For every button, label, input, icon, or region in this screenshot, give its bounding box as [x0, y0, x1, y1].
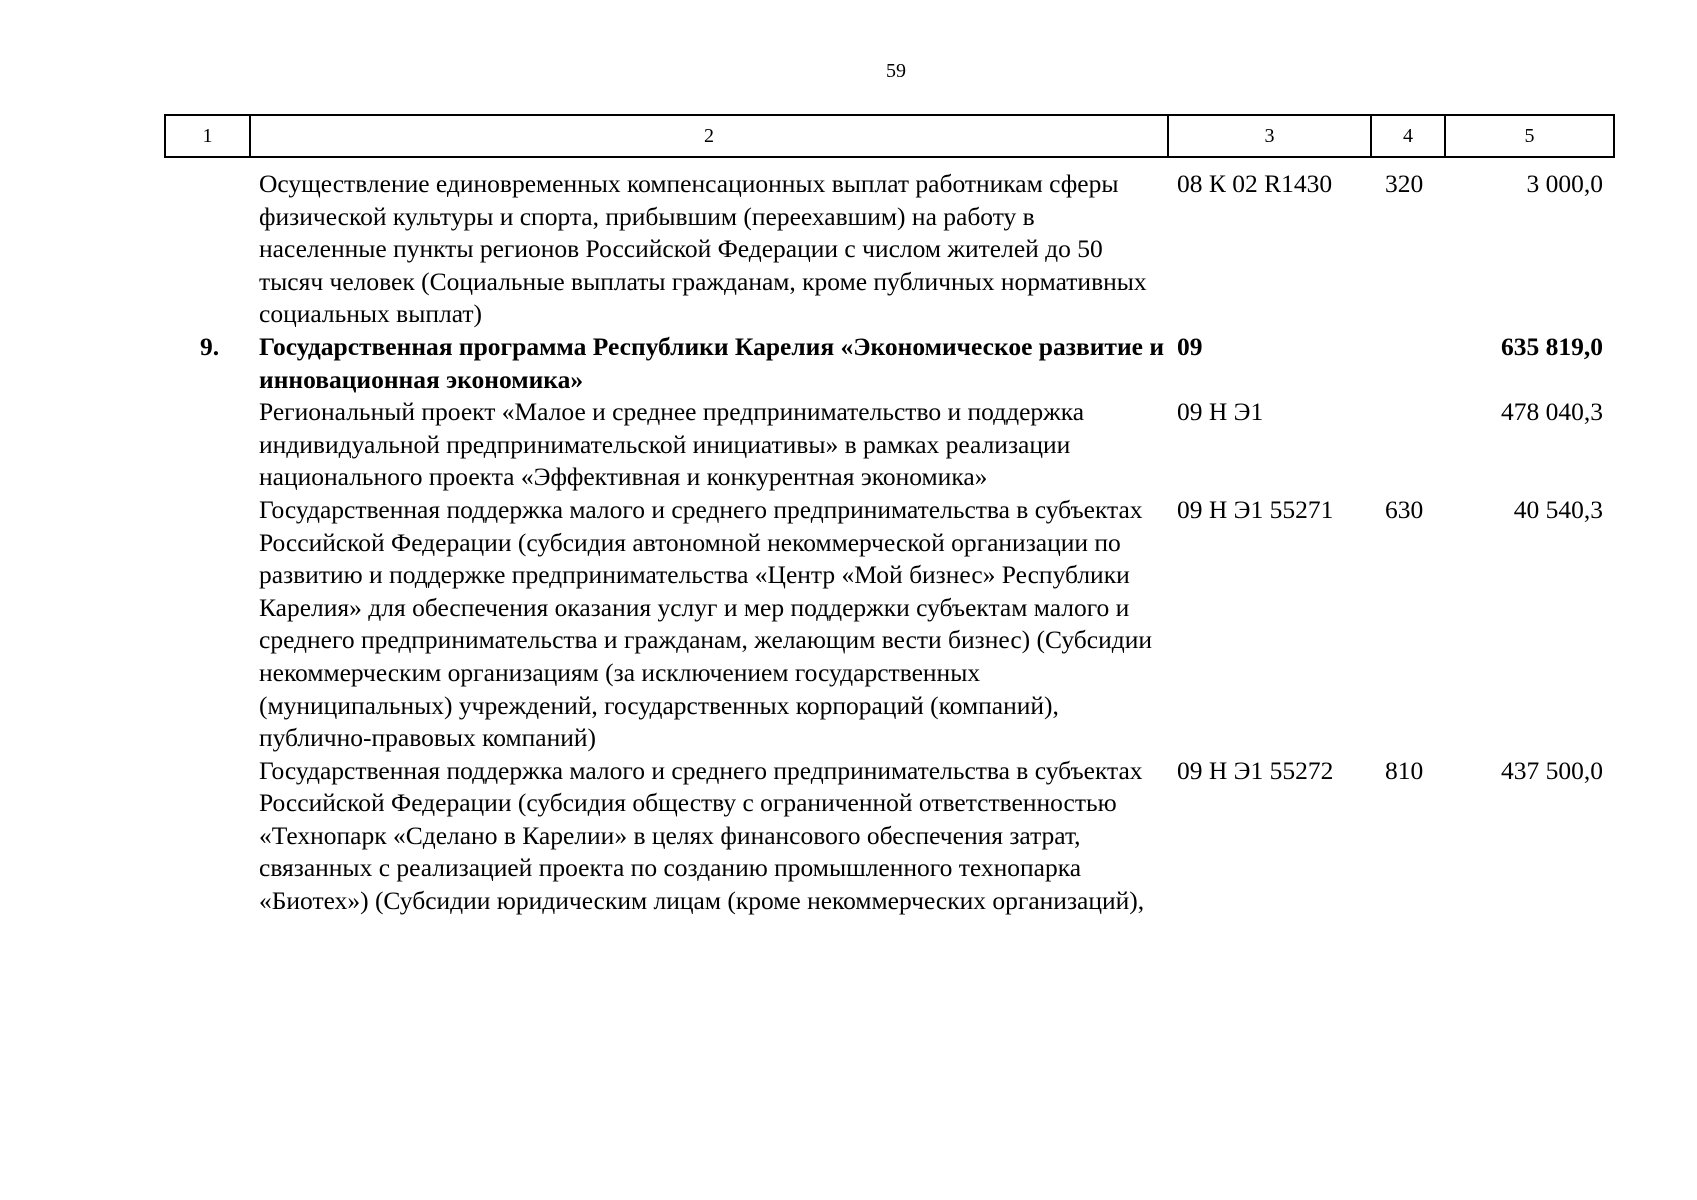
- table-row: [164, 331, 1613, 396]
- header-col-4: 4: [1371, 115, 1445, 157]
- row-amount: 437 500,0: [1501, 755, 1603, 785]
- row-name: Государственная поддержка малого и среднего предпринимательства в субъектах Российской Федерации (субсидия обществу с ограниченной ответственностью «Технопарк «Сделано в Карелии» в целях финансового обеспечения затрат, связанных с реализацией проекта по созданию промышленного технопарка «Биотех») (Субсидии юридическим лицам (кроме некоммерческих организаций),: [259, 755, 1145, 916]
- row-type: 810: [1385, 755, 1424, 785]
- budget-table: [164, 168, 1613, 918]
- row-code: 09 Н Э1: [1177, 397, 1264, 427]
- row-number: 9.: [199, 331, 220, 361]
- row-number: [164, 755, 249, 918]
- row-type: [1370, 331, 1444, 396]
- row-type: 630: [1385, 494, 1424, 524]
- row-number: [164, 396, 249, 494]
- row-code: 09: [1177, 331, 1203, 361]
- row-number: [164, 168, 249, 331]
- row-type: [1370, 396, 1444, 494]
- row-code: 09 Н Э1 55272: [1177, 755, 1334, 785]
- row-number: [164, 494, 249, 755]
- header-col-1: 1: [165, 115, 250, 157]
- table-row: [164, 494, 1613, 755]
- table-row: [164, 396, 1613, 494]
- row-amount: 40 540,3: [1513, 494, 1603, 524]
- row-amount: 478 040,3: [1501, 397, 1603, 427]
- row-name: Государственная программа Республики Карелия «Экономическое развитие и инновационная экономика»: [259, 331, 1165, 394]
- row-name: Осуществление единовременных компенсационных выплат работникам сферы физической культуры и спорта, прибывшим (переехавшим) на работу в населенные пункты регионов Российской Федерации с числом жителей до 50 тысяч человек (Социальные выплаты гражданам, кроме публичных нормативных социальных выплат): [259, 169, 1147, 329]
- table-row: [164, 755, 1613, 918]
- row-name: Региональный проект «Малое и среднее предпринимательство и поддержка индивидуальной предпринимательской инициативы» в рамках реализации национального проекта «Эффективная и конкурентная экономика»: [259, 397, 1085, 492]
- header-col-2: 2: [250, 115, 1168, 157]
- table-header: [164, 114, 1615, 158]
- page-number: 59: [886, 60, 906, 82]
- row-type: 320: [1385, 169, 1424, 198]
- row-amount: 635 819,0: [1501, 331, 1603, 361]
- header-col-3: 3: [1168, 115, 1371, 157]
- header-col-5: 5: [1445, 115, 1614, 157]
- row-amount: 3 000,0: [1526, 169, 1603, 198]
- row-code: 09 Н Э1 55271: [1177, 494, 1334, 524]
- row-name: Государственная поддержка малого и среднего предпринимательства в субъектах Российской Федерации (субсидия автономной некоммерческой организации по развитию и поддержке предпринимательства «Центр «Мой бизнес» Республики Карелия» для обеспечения оказания услуг и мер поддержки субъектам малого и среднего предпринимательства и гражданам, желающим вести бизнес) (Субсидии некоммерческим организациям (за исключением государственных (муниципальных) учреждений, государственных корпораций (компаний), публично-правовых компаний): [259, 494, 1153, 753]
- row-code: 08 К 02 R1430: [1177, 169, 1333, 198]
- table-row: [164, 168, 1613, 331]
